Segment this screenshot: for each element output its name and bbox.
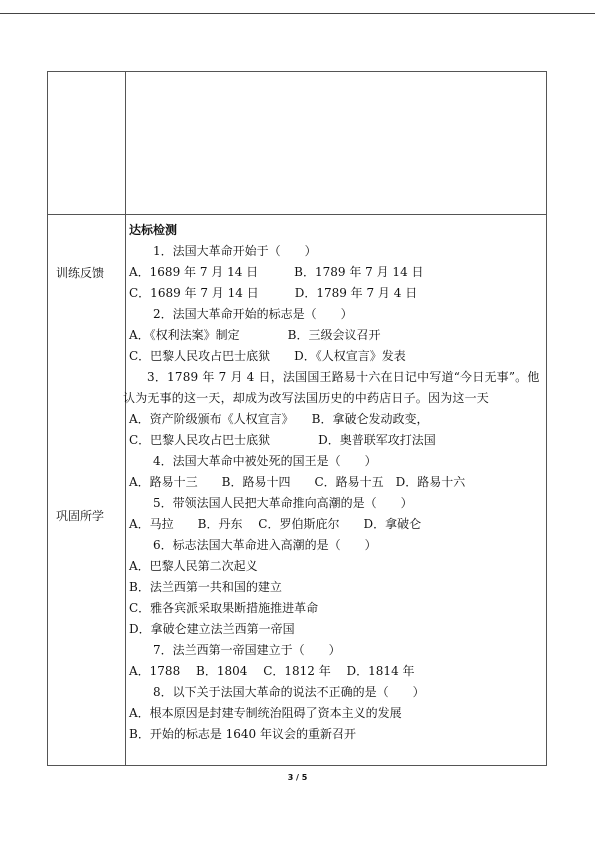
question-2-options-cd: C．巴黎人民攻占巴士底狱 D．《人权宣言》发表: [129, 349, 406, 363]
row-divider: [48, 214, 546, 215]
question-5: 5．带领法国人民把大革命推向高潮的是（ ）: [153, 496, 413, 510]
question-7-options: A．1788 B．1804 C．1812 年 D．1814 年: [129, 664, 415, 678]
question-1-options-cd: C．1689 年 7 月 14 日 D．1789 年 7 月 4 日: [129, 286, 418, 300]
question-8: 8．以下关于法国大革命的说法不正确的是（ ）: [153, 685, 425, 699]
question-2: 2．法国大革命开始的标志是（ ）: [153, 307, 353, 321]
section-title: 达标检测: [129, 223, 178, 237]
question-1-options-ab: A．1689 年 7 月 14 日 B．1789 年 7 月 14 日: [129, 265, 424, 279]
column-divider: [125, 72, 126, 765]
question-3-options-cd: C．巴黎人民攻占巴士底狱 D．奥普联军攻打法国: [129, 433, 436, 447]
question-6: 6．标志法国大革命进入高潮的是（ ）: [153, 538, 377, 552]
question-3-options-ab: A．资产阶级颁布《人权宣言》 B．拿破仑发动政变，: [129, 412, 429, 426]
page-number: 3 / 5: [287, 773, 308, 782]
question-6-option-c: C．雅各宾派采取果断措施推进革命: [129, 601, 319, 615]
question-6-option-d: D．拿破仑建立法兰西第一帝国: [129, 622, 295, 636]
question-4: 4．法国大革命中被处死的国王是（ ）: [153, 454, 377, 468]
question-6-option-a: A．巴黎人民第二次起义: [129, 559, 258, 573]
label-training-feedback: 训练反馈: [56, 266, 105, 280]
label-consolidate: 巩固所学: [56, 509, 105, 523]
question-3: 3．1789 年 7 月 4 日，法国国王路易十六在日记中写道“今日无事”。他认为无事的这一天，却成为改写法国历史的中药店日子。因为这一天: [123, 370, 540, 405]
quiz-content: [123, 220, 543, 745]
question-5-options: A．马拉 B．丹东 C．罗伯斯庇尔 D．拿破仑: [129, 517, 422, 531]
header-rule: [0, 13, 595, 14]
question-1: 1．法国大革命开始于（ ）: [153, 244, 317, 258]
question-6-option-b: B．法兰西第一共和国的建立: [129, 580, 282, 594]
question-7: 7．法兰西第一帝国建立于（ ）: [153, 643, 341, 657]
question-8-option-b: B．开始的标志是 1640 年议会的重新召开: [129, 727, 356, 741]
question-2-options-ab: A．《权利法案》制定 B．三级会议召开: [129, 328, 381, 342]
question-4-options: A．路易十三 B．路易十四 C．路易十五 D．路易十六: [129, 475, 466, 489]
question-8-option-a: A．根本原因是封建专制统治阻碍了资本主义的发展: [129, 706, 402, 720]
